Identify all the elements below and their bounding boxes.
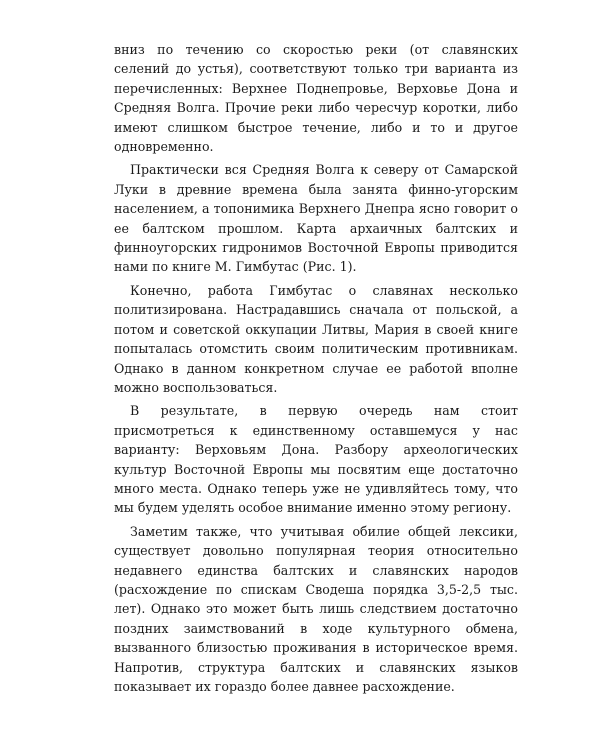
paragraph-5: Заметим также, что учитывая обилие общей лексики, существует довольно популярная теория относительно недавнего единства балтских и славянских народов (расхождение по спискам Сводеша порядка 3,5-2,5 тыс. лет). Однако это может быть лишь следствием достаточно поздних заимствований в ходе культурного обмена, вызванного близостью проживания в историческое время. Напротив, структура балтских и славянских языков показывает их гораздо более давнее расхождение.	[114, 523, 518, 694]
paragraph-4: В результате, в первую очередь нам стоит присмотреться к единственному оставшемуся у нас варианту: Верховьям Дона. Разбору археологических культур Восточной Европы мы посвятим еще достаточно много места. Однако теперь уже не удивляйтесь тому, что мы будем уделять особое внимание именно этому региону.	[114, 403, 518, 516]
paragraph-1: вниз по течению со скоростью реки (от славянских селений до устья), соответствуют только три варианта из перечисленных: Верхнее Поднепровье, Верховье Дона и Средняя Волга. Прочие реки либо чересчур коротки, либо имеют слишком быстрое течение, либо и то и другое одновременно.	[114, 42, 518, 155]
paragraph-2: Практически вся Средняя Волга к северу от Самарской Луки в древние времена была занята финно-угорским населением, а топонимика Верхнего Днепра ясно говорит о ее балтском прошлом. Карта архаичных балтских и финноугорских гидронимов Восточной Европы приводится нами по книге М. Гимбутас (Рис. 1).	[114, 162, 518, 275]
paragraph-3: Конечно, работа Гимбутас о славянах несколько политизирована. Настрадавшись сначала от польской, а потом и советской оккупации Литвы, Мария в своей книге попыталась отомстить своим политическим противникам. Однако в данном конкретном случае ее работой вполне можно воспользоваться.	[114, 282, 518, 395]
page-body	[114, 40, 518, 700]
